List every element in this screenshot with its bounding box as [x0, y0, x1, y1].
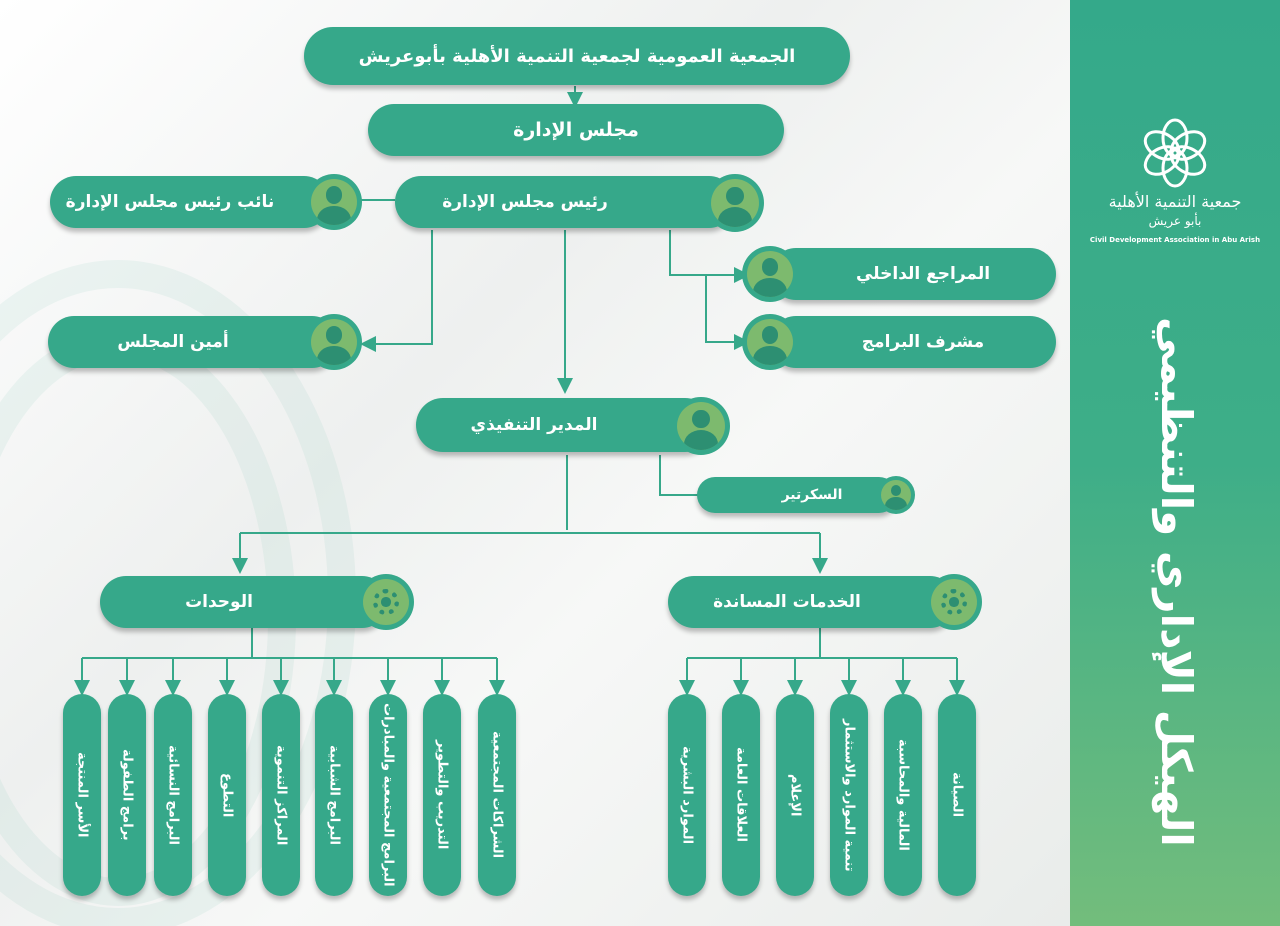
vice-chairman-box: نائب رئيس مجلس الإدارة: [50, 176, 330, 228]
internal-auditor-box: المراجع الداخلي: [770, 248, 1056, 300]
chairman-box: رئيس مجلس الإدارة: [395, 176, 735, 228]
board-secretary-box: أمين المجلس: [48, 316, 338, 368]
support-item: تنمية الموارد والاستثمار: [830, 694, 868, 896]
executive-director-avatar-icon: [672, 397, 730, 455]
support-item: العلاقات العامة: [722, 694, 760, 896]
program-supervisor-box: مشرف البرامج: [770, 316, 1056, 368]
units-gear-icon: [358, 574, 414, 630]
logo-name: جمعية التنمية الأهلية: [1108, 192, 1242, 211]
unit-item: البرامج المجتمعية والمبادرات: [369, 694, 407, 896]
title-sidebar: [1070, 0, 1280, 926]
executive-director-box: المدير التنفيذي: [416, 398, 712, 452]
support-item: المالية والمحاسبة: [884, 694, 922, 896]
secretary-avatar-icon: [877, 476, 915, 514]
support-item: الإعلام: [776, 694, 814, 896]
unit-item: البرامج الشبابية: [315, 694, 353, 896]
unit-item: الأسر المنتجة: [63, 694, 101, 896]
internal-auditor-avatar-icon: [742, 246, 798, 302]
association-logo-icon: [1138, 116, 1212, 190]
unit-item: المراكز التنموية: [262, 694, 300, 896]
units-box: الوحدات: [100, 576, 388, 628]
unit-item: البرامج النسائية: [154, 694, 192, 896]
program-supervisor-avatar-icon: [742, 314, 798, 370]
page-title: الهيكل الإداري والتنظيمي: [1152, 317, 1201, 847]
support-item: الموارد البشرية: [668, 694, 706, 896]
vice-chairman-avatar-icon: [306, 174, 362, 230]
general-assembly-box: الجمعية العمومية لجمعية التنمية الأهلية بأبوعريش: [304, 27, 850, 85]
unit-item: الشراكات المجتمعية: [478, 694, 516, 896]
secretary-box: السكرتير: [697, 477, 897, 513]
chairman-avatar-icon: [706, 174, 764, 232]
board-box: مجلس الإدارة: [368, 104, 784, 156]
support-services-gear-icon: [926, 574, 982, 630]
logo-english: Civil Development Association in Abu Arish: [1089, 236, 1261, 244]
unit-item: التدريب والتطوير: [423, 694, 461, 896]
unit-item: برامج الطفولة: [108, 694, 146, 896]
board-secretary-avatar-icon: [306, 314, 362, 370]
unit-item: التطوع: [208, 694, 246, 896]
logo-subtitle: بأبو عريش: [1148, 214, 1202, 228]
support-services-box: الخدمات المساندة: [668, 576, 956, 628]
support-item: الصيانة: [938, 694, 976, 896]
